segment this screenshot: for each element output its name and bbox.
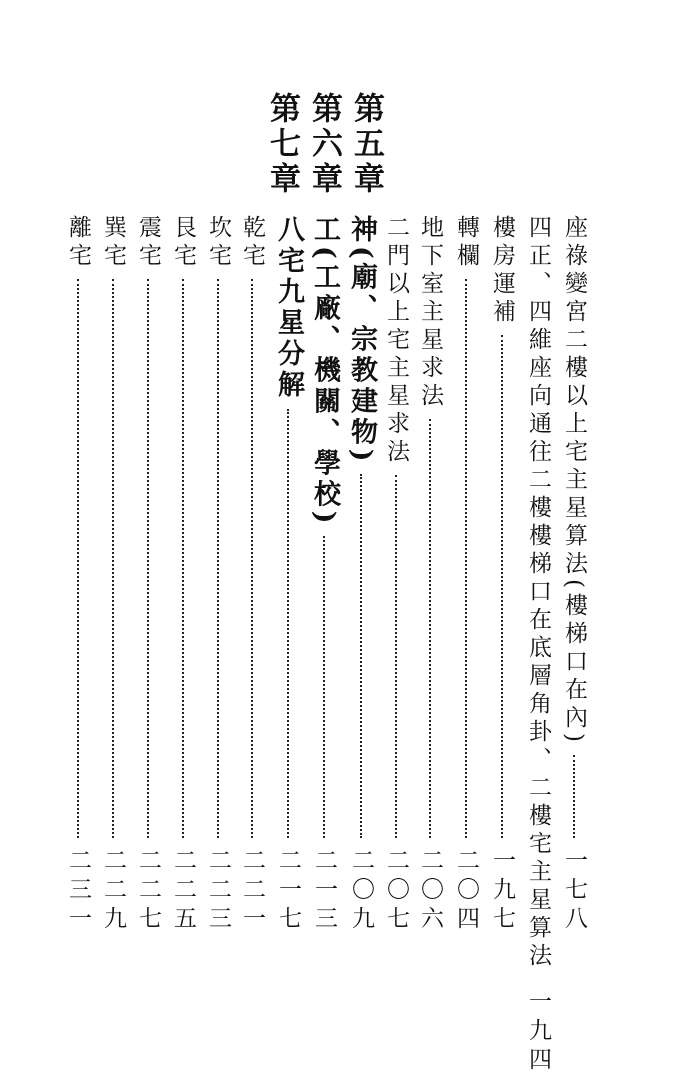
toc-entry-title: 八宅九星分解 bbox=[273, 215, 304, 401]
toc-entry-page: 二二七 bbox=[135, 848, 161, 935]
dotted-leader bbox=[182, 279, 184, 838]
toc-entry-title: 二門以上宅主星求法 bbox=[383, 215, 409, 467]
toc-entry-page: 二〇七 bbox=[383, 848, 409, 935]
toc-entry bbox=[60, 215, 96, 935]
toc-entry bbox=[343, 215, 379, 935]
toc-entry-title: 轉欄 bbox=[453, 215, 479, 271]
dotted-leader bbox=[360, 474, 362, 838]
toc-entry-title: 震宅 bbox=[135, 215, 161, 271]
toc-entry-title: 巽宅 bbox=[100, 215, 126, 271]
toc-entry bbox=[448, 215, 484, 935]
toc-entry-page: 二二九 bbox=[100, 848, 126, 935]
toc-entry-page: 一七八 bbox=[561, 848, 587, 935]
toc-entry bbox=[378, 215, 414, 935]
dotted-leader bbox=[217, 279, 219, 838]
dotted-leader bbox=[77, 279, 79, 838]
toc-entry-title: 離宅 bbox=[65, 215, 91, 271]
dotted-leader bbox=[501, 335, 503, 838]
toc-entry-title: 四正、四維座向通往二樓樓梯口在底層角卦、二樓宅主星算法 bbox=[525, 215, 551, 971]
dotted-leader bbox=[323, 536, 325, 838]
toc-entry bbox=[200, 215, 236, 935]
toc-entry bbox=[130, 215, 166, 935]
chapter-heading-7: 第七章 bbox=[264, 92, 300, 197]
toc-entry-page: 二〇四 bbox=[453, 848, 479, 935]
dotted-leader bbox=[395, 475, 397, 838]
toc-entry-page: 二〇九 bbox=[348, 848, 374, 935]
toc-entry bbox=[95, 215, 131, 935]
toc-entry-page: 二〇六 bbox=[417, 848, 443, 935]
toc-entry bbox=[556, 215, 592, 935]
dotted-leader bbox=[112, 279, 114, 838]
chapter-heading-5: 第五章 bbox=[348, 92, 384, 197]
toc-entry bbox=[270, 215, 306, 935]
toc-entry-page: 一九七 bbox=[489, 848, 515, 935]
toc-entry bbox=[520, 215, 556, 1076]
toc-entry-title: 艮宅 bbox=[170, 215, 196, 271]
toc-entry-title: 乾宅 bbox=[239, 215, 265, 271]
toc-entry-title: 神(廟、宗教建物) bbox=[346, 215, 377, 466]
toc-entry-page: 二一三 bbox=[311, 848, 337, 935]
toc-entry-title: 坎宅 bbox=[205, 215, 231, 271]
dotted-leader bbox=[251, 279, 253, 838]
toc-entry-page: 二一七 bbox=[275, 848, 301, 935]
chapter-heading-6: 第六章 bbox=[306, 92, 342, 197]
toc-entry-page: 一九四 bbox=[525, 989, 551, 1076]
toc-entry-title: 座祿變宮二樓以上宅主星算法(樓梯口在內) bbox=[561, 215, 587, 747]
dotted-leader bbox=[429, 419, 431, 838]
toc-entry bbox=[165, 215, 201, 935]
dotted-leader bbox=[573, 755, 575, 838]
toc-entry-title: 樓房運補 bbox=[489, 215, 515, 327]
toc-entry-page: 二二三 bbox=[205, 848, 231, 935]
toc-entry-title: 地下室主星求法 bbox=[417, 215, 443, 411]
toc-entry-page: 二二五 bbox=[170, 848, 196, 935]
toc-entry-page: 二三一 bbox=[65, 848, 91, 935]
dotted-leader bbox=[287, 409, 289, 838]
toc-entry bbox=[306, 215, 342, 935]
toc-entry bbox=[234, 215, 270, 935]
toc-entry bbox=[484, 215, 520, 935]
toc-entry-title: 工(工廠、機關、學校) bbox=[309, 215, 340, 528]
dotted-leader bbox=[147, 279, 149, 838]
dotted-leader bbox=[465, 279, 467, 838]
toc-entry-page: 二二一 bbox=[239, 848, 265, 935]
toc-entry bbox=[412, 215, 448, 935]
